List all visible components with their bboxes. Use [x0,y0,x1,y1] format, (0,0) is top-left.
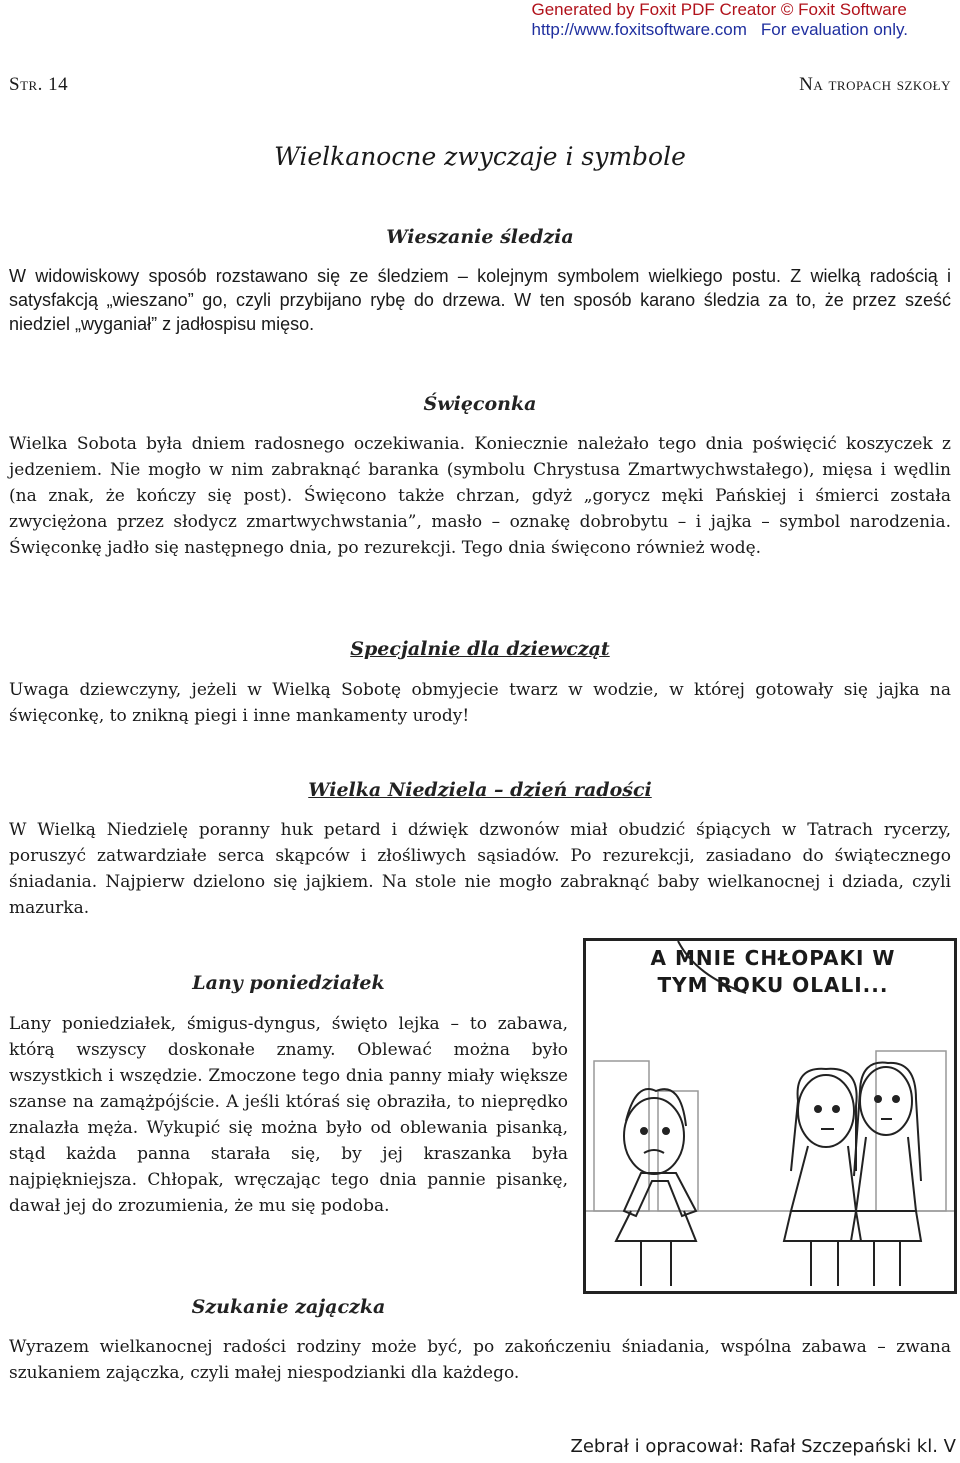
watermark-line: Generated by Foxit PDF Creator © Foxit Software [531,0,907,19]
section-heading-swieconka: Święconka [423,393,537,415]
section-heading-wet-monday: Lany poniedziałek [192,972,385,994]
section-text-wet-monday: Lany poniedziałek, śmigus-dyngus, święto lejka – to zabawa, którą wszyscy doskonałe znamy. Oblewać można było wszystkich i wszędzie. Zmoczone tego dnia panny miały większe szanse na zamążpójście. A jeśli któraś się obraziła, to nieprędko znalazła męża. Wykupić się można było od oblewania pisanką, stąd każda panna starała się, by jej kraszanka była najpiękniejsza. Chłopak, wręczając tego dnia pannie pisankę, dawał jej do zrozumienia, że mu się podoba. [9,1014,568,1216]
comic-illustration [583,938,957,1294]
section-text-easter-sunday: W Wielką Niedzielę poranny huk petard i dźwięk dzwonów miał obudzić śpiących w Tatrach rycerzy, poruszyć zatwardziałe serca skąpców i złośliwych sąsiadów. Po rezurekcji, zasiadano do świątecznego śniadania. Najpierw dzielono się jajkiem. Na stole nie mogło zabraknąć baby wielkanocnej i dziada, czyli mazurka. [9,820,951,918]
journal-name: Na tropach szkoły [799,74,951,95]
article-title: Wielkanocne zwyczaje i symbole [274,142,686,171]
page-number: Str. 14 [9,74,69,95]
section-text-bunny: Wyrazem wielkanocnej radości rodziny może być, po zakończeniu śniadania, wspólna zabawa – zwana szukaniem zajączka, czyli małej niespodzianki dla każdego. [9,1337,951,1383]
watermark-eval: For evaluation only. [760,20,908,39]
pdf-watermark [531,0,908,40]
comic-speech-text: A MNIE CHŁOPAKI W TYM ROKU OLALI... [650,946,896,997]
comic-drawing [586,941,957,1294]
section-heading-bunny: Szukanie zajączka [191,1296,386,1318]
author-credit: Zebrał i opracował: Rafał Szczepański kl. V [570,1436,956,1457]
section-text-herring: W widowiskowy sposób rozstawano się ze śledziem – kolejnym symbolem wielkiego postu. Z wielką radością i satysfakcją „wieszano” go, czyli przybijano rybę do drzewa. W ten sposób karano śledzia za to, że przez sześć niedziel „wyganiał” z jadłospisu mięso. [9,266,951,334]
section-heading-herring: Wieszanie śledzia [386,226,574,248]
section-text-swieconka: Wielka Sobota była dniem radosnego oczekiwania. Koniecznie należało tego dnia poświęcić koszyczek z jedzeniem. Nie mogło w nim zabraknąć baranka (symbolu Chrystusa Zmartwychwstałego), mięsa i wędlin (na znak, że kończy się post). Święcono także chrzan, gdyż „gorycz męki Pańskiej i śmierci została zwyciężona przez słodycz zmartwychwstania”, masło – oznakę dobrobytu – i jajka – symbol narodzenia. Święconkę jadło się następnego dnia, po rezurekcji. Tego dnia święcono również wodę. [9,434,951,558]
section-text-girls: Uwaga dziewczyny, jeżeli w Wielką Sobotę obmyjecie twarz w wodzie, w której gotowały się jajka na święconkę, to znikną piegi i inne mankamenty urody! [9,680,951,726]
running-header [9,74,951,98]
section-heading-girls: Specjalnie dla dziewcząt [350,638,610,660]
section-heading-easter-sunday: Wielka Niedziela – dzień radości [308,779,652,801]
watermark-link[interactable]: http://www.foxitsoftware.com [531,20,747,39]
